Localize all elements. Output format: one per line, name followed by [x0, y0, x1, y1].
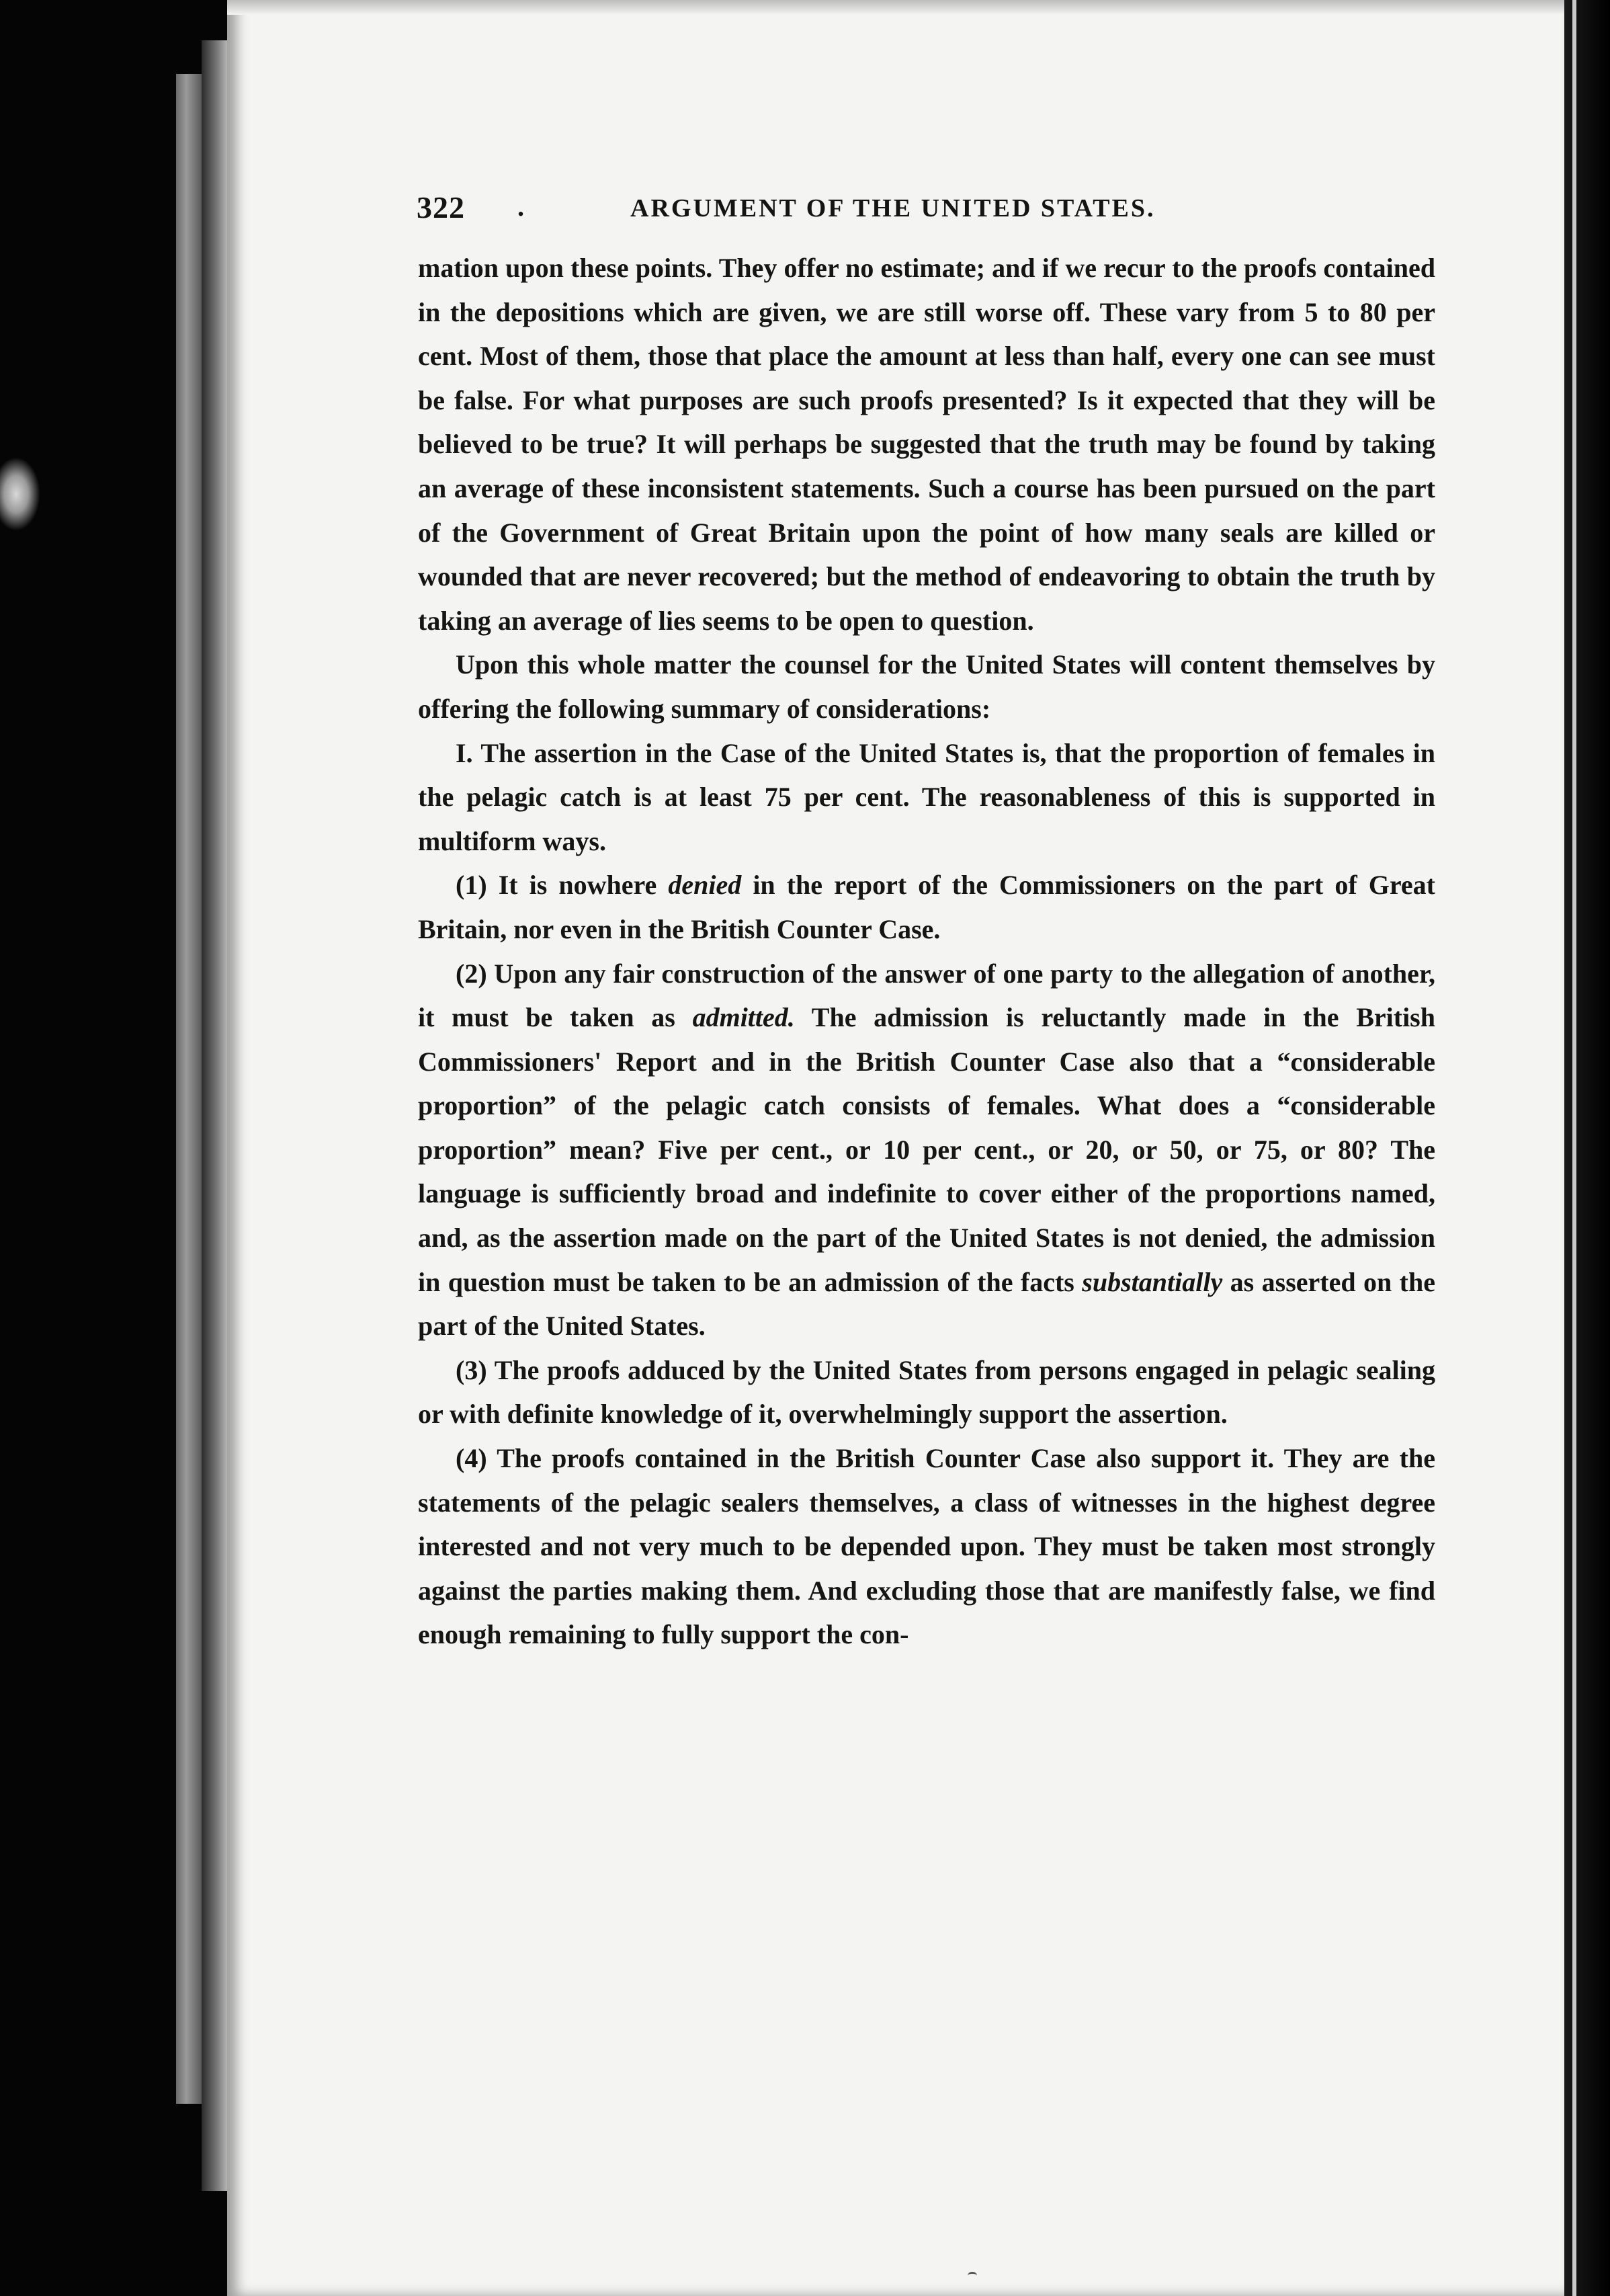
- paragraph-continuation: mation upon these points. They offer no estimate; and if we recur to the proofs contained in the depositions which are given, we are still worse off. These vary from 5 to 80 per cent. Most of them, those that place the amount at less than half, every one can see must be false. For what purposes are such proofs presented? Is it expected that they will be believed to be true? It will perhaps be suggested that the truth may be found by taking an average of these inconsistent statements. Such a course has been pursued on the part of the Government of Great Britain upon the point of how many seals are killed or wounded that are never recovered; but the method of endeavoring to obtain the truth by taking an average of lies seems to be open to question.: [418, 253, 1435, 636]
- binding-edge: [176, 74, 202, 2104]
- page-number: 322: [417, 190, 465, 224]
- consideration-3: [418, 1348, 1435, 1436]
- page-gutter-shadow: [202, 40, 228, 2191]
- consideration-1-text: (1) It is nowhere: [456, 870, 669, 901]
- consideration-1: [418, 863, 1435, 951]
- header-dot: .: [517, 192, 524, 222]
- consideration-1-emphasis: denied: [668, 870, 742, 901]
- right-margin-strip: [1564, 0, 1610, 2296]
- paragraph-summary-intro: Upon this whole matter the counsel for the United States will content themselves by offering the following summary of considerations:: [418, 649, 1435, 724]
- consideration-2-text: (2) Upon any fair construction of the answer of one party to the allegation of another, it must be taken as: [418, 958, 1435, 1033]
- consideration-2: [418, 952, 1435, 1348]
- consideration-1-rest: in the report of the Commissioners on the part of Great Britain, nor even in the British Counter Case.: [418, 870, 1435, 944]
- consideration-2-emphasis: admitted.: [692, 1002, 795, 1033]
- next-page-edge: [1572, 0, 1576, 2296]
- body-text: [418, 246, 1435, 1657]
- consideration-2-emphasis-2: substantially: [1082, 1266, 1223, 1297]
- page-header: [417, 190, 1458, 237]
- running-head: ARGUMENT OF THE UNITED STATES.: [630, 194, 1156, 222]
- consideration-4: [418, 1436, 1435, 1657]
- consideration-4-text: (4) The proofs contained in the British Counter Case also support it. They are the statements of the pelagic sealers themselves, a class of witnesses in the highest degree interested and not very much to be depended upon. They must be taken most strongly against the parties making them. And excluding those that are manifestly false, we find enough remaining to fully support the con-: [418, 1443, 1435, 1650]
- consideration-2-end: as asserted on the part of the United States.: [418, 1266, 1435, 1342]
- scan-smudge: [0, 457, 40, 531]
- consideration-2-rest: The admission is reluctantly made in the British Commissioners' Report and in the British Counter Case also that a “considerable proportion” of the pelagic catch consists of females. What does a “considerable proportion” mean? Five per cent., or 10 per cent., or 20, or 50, or 75, or 80? The language is sufficiently broad and indefinite to cover either of the proportions named, and, as the assertion made on the part of the United States is not denied, the admission in question must be taken to be an admission of the facts: [418, 1002, 1435, 1297]
- bottom-printer-mark: [968, 2272, 977, 2279]
- page-top-edge: [227, 0, 1564, 15]
- paragraph-assertion: I. The assertion in the Case of the United States is, that the proportion of females in the pelagic catch is at least 75 per cent. The reasonableness of this is supported in multiform ways.: [418, 737, 1435, 856]
- consideration-3-text: (3) The proofs adduced by the United States from persons engaged in pelagic sealing or with definite knowledge of it, overwhelmingly support the assertion.: [418, 1354, 1435, 1430]
